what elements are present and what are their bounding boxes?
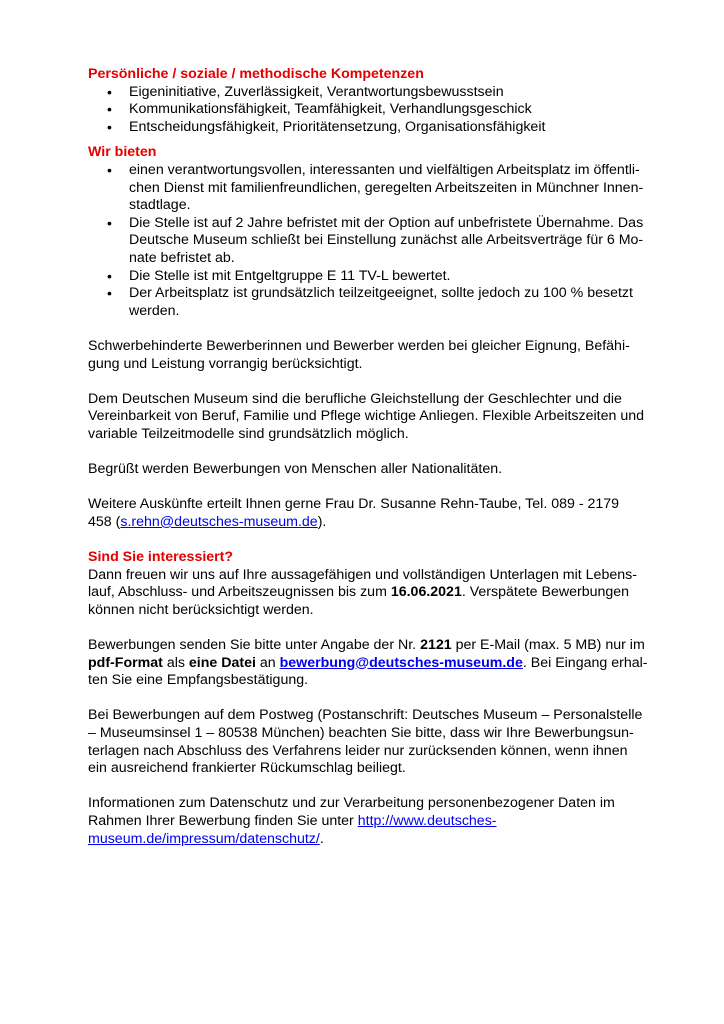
deadline-date: 16.06.2021	[390, 584, 462, 601]
contact-paragraph: Weitere Auskünfte erteilt Ihnen gerne Frau Dr. Susanne Rehn-Taube, Tel. 089 - 2179 458 (s.rehn@deutsches-museum.de).	[88, 496, 620, 530]
offer-list	[88, 162, 668, 320]
competences-heading: Persönliche / soziale / methodische Kompetenzen	[88, 66, 424, 82]
list-item: • Die Stelle ist auf 2 Jahre befristet mit der Option auf unbefristete Übernahme. Das Deutsche Museum schließt bei Einstellung zunächst alle Arbeitsverträge für 6 Mo- nate befristet ab.	[107, 214, 644, 266]
offer-heading: Wir bieten	[88, 144, 157, 161]
equality-paragraph: Dem Deutschen Museum sind die berufliche Gleichstellung der Geschlechter und die Vereinbarkeit von Beruf, Familie und Pflege wichtige Anliegen. Flexible Arbeitszeiten und variable Teilzeitmodelle sind grundsätzlich möglich.	[88, 390, 644, 442]
interested-paragraph: Dann freuen wir uns auf Ihre aussagefähigen und vollständigen Unterlagen mit Lebens- lauf, Abschluss- und Arbeitszeugnissen bis zum 16.06.2021. Verspätete Bewerbungen können nicht berücksichtigt werden.	[88, 566, 637, 618]
spacer	[88, 690, 668, 708]
spacer	[88, 531, 668, 549]
spacer	[88, 443, 668, 461]
bullet-icon: •	[107, 267, 112, 284]
spacer	[88, 320, 668, 338]
list-item: • Entscheidungsfähigkeit, Prioritätensetzung, Organisationsfähigkeit	[107, 118, 546, 135]
nationalities-paragraph: Begrüßt werden Bewerbungen von Menschen aller Nationalitäten.	[88, 461, 503, 478]
application-email-link[interactable]: bewerbung@deutsches-museum.de	[279, 654, 523, 671]
spacer	[88, 619, 668, 637]
spacer	[88, 373, 668, 391]
list-item: • einen verantwortungsvollen, interessanten und vielfältigen Arbeitsplatz im öffentli- chen Dienst mit familienfreundlichen, geregelten Arbeitszeiten in Münchner Innen- stadtlage.	[107, 161, 644, 214]
bullet-icon: •	[107, 118, 112, 135]
bullet-icon: •	[107, 101, 112, 118]
privacy-link[interactable]: http://www.deutsches-	[357, 812, 497, 829]
bullet-icon: •	[107, 161, 112, 178]
document-page	[88, 66, 668, 848]
bullet-icon: •	[107, 285, 112, 302]
privacy-paragraph: Informationen zum Datenschutz und zur Verarbeitung personenbezogener Daten im Rahmen Ihrer Bewerbung finden Sie unter http://www.deutsches- museum.de/impressum/datenschutz/.	[88, 795, 615, 847]
spacer	[88, 136, 668, 144]
disability-paragraph: Schwerbehinderte Bewerberinnen und Bewerber werden bei gleicher Eignung, Befähi- gung und Leistung vorrangig berücksichtigt.	[88, 337, 630, 372]
application-paragraph: Bewerbungen senden Sie bitte unter Angabe der Nr. 2121 per E-Mail (max. 5 MB) nur im pdf-Format als eine Datei an bewerbung@deutsches-museum.de. Bei Eingang erhal- ten Sie eine Empfangsbestätigung.	[88, 637, 648, 689]
privacy-link-continued[interactable]: museum.de/impressum/datenschutz/	[88, 830, 320, 847]
spacer	[88, 778, 668, 796]
competences-list	[88, 84, 668, 137]
postal-paragraph: Bei Bewerbungen auf dem Postweg (Postanschrift: Deutsches Museum – Personalstelle – Museumsinsel 1 – 80538 München) beachten Sie bitte, dass wir Ihre Bewerbungsun- terlagen nach Abschluss des Verfahrens leider nur zurücksenden können, wenn ihnen ein ausreichend frankierter Rückumschlag beiliegt.	[88, 707, 643, 777]
bullet-icon: •	[107, 83, 112, 100]
list-item: • Der Arbeitsplatz ist grundsätzlich teilzeitgeeignet, sollte jedoch zu 100 % besetzt werden.	[107, 285, 633, 319]
reference-number: 2121	[420, 637, 452, 653]
interested-heading: Sind Sie interessiert?	[88, 549, 234, 566]
single-file-text: eine Datei	[188, 654, 256, 671]
spacer	[88, 479, 668, 497]
bullet-icon: •	[107, 214, 112, 231]
list-item: • Eigeninitiative, Zuverlässigkeit, Verantwortungsbewusstsein	[107, 83, 504, 100]
pdf-format-text: pdf-Format	[88, 654, 163, 671]
list-item: • Kommunikationsfähigkeit, Teamfähigkeit, Verhandlungsgeschick	[107, 101, 532, 118]
contact-email-link[interactable]: s.rehn@deutsches-museum.de	[120, 513, 318, 530]
list-item: • Die Stelle ist mit Entgeltgruppe E 11 TV-L bewertet.	[107, 267, 451, 284]
